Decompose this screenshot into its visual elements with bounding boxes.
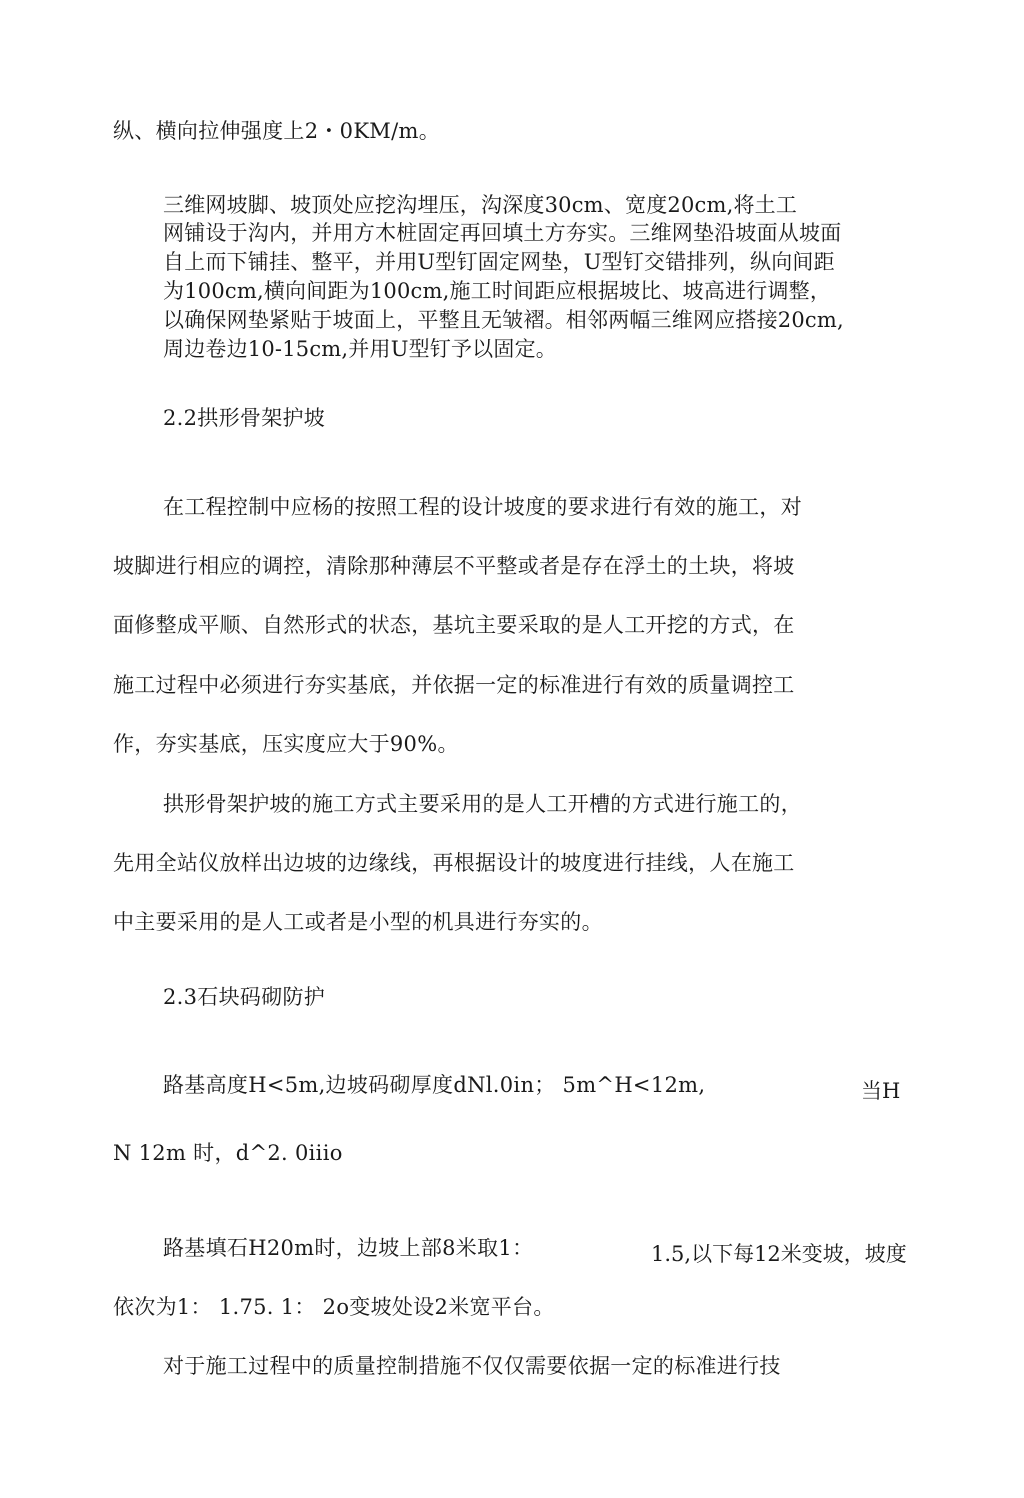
para-fill-line-2: 依次为1： 1.75. 1： 2o变坡处设2米宽平台。	[113, 1295, 555, 1319]
para-height-line-2: N 12m 时，d^2. 0iiio	[113, 1141, 343, 1165]
para-arch-line-2: 先用全站仪放样出边坡的边缘线，再根据设计的坡度进行挂线，人在施工	[113, 851, 795, 875]
para-fill-line-1-right: 1.5,以下每12米变坡，坡度	[651, 1242, 907, 1266]
para-height-line-1: 路基高度H<5m,边坡码砌厚度dNl.0in； 5m^H<12m,	[163, 1073, 706, 1097]
para-last-line-1: 对于施工过程中的质量控制措施不仅仅需要依据一定的标准进行技	[163, 1354, 781, 1378]
para-3d-net-line-6: 周边卷边10-15cm,并用U型钉予以固定。	[163, 337, 557, 361]
para-3d-net-line-2: 网铺设于沟内，并用方木桩固定再回填土方夯实。三维网垫沿坡面从坡面	[163, 221, 842, 245]
heading-2-3: 2.3石块码砌防护	[163, 985, 326, 1009]
text-line-top: 纵、横向拉伸强度上2・0KM/m。	[113, 119, 440, 143]
para-control-line-3: 面修整成平顺、自然形式的状态，基坑主要采取的是人工开挖的方式，在	[113, 613, 795, 637]
para-3d-net-line-4: 为100cm,横向间距为100cm,施工时间距应根据坡比、坡高进行调整，	[163, 279, 832, 303]
para-arch-line-1: 拱形骨架护坡的施工方式主要采用的是人工开槽的方式进行施工的，	[163, 792, 802, 816]
para-fill-line-1: 路基填石H20m时，边坡上部8米取1：	[163, 1236, 534, 1260]
para-height-line-1-right: 当H	[861, 1079, 901, 1103]
para-control-line-5: 作，夯实基底，压实度应大于90%。	[113, 732, 459, 756]
heading-2-2: 2.2拱形骨架护坡	[163, 406, 326, 430]
para-control-line-4: 施工过程中必须进行夯实基底，并依据一定的标准进行有效的质量调控工	[113, 673, 795, 697]
para-arch-line-3: 中主要采用的是人工或者是小型的机具进行夯实的。	[113, 910, 603, 934]
para-control-line-2: 坡脚进行相应的调控，清除那种薄层不平整或者是存在浮土的土块，将坡	[113, 554, 795, 578]
para-control-line-1: 在工程控制中应杨的按照工程的设计坡度的要求进行有效的施工，对	[163, 495, 802, 519]
para-3d-net-line-1: 三维网坡脚、坡顶处应挖沟埋压，沟深度30cm、宽度20cm,将土工	[163, 193, 798, 217]
para-3d-net-line-5: 以确保网垫紧贴于坡面上，平整且无皱褶。相邻两幅三维网应搭接20cm,	[163, 308, 844, 332]
para-3d-net-line-3: 自上而下铺挂、整平，并用U型钉固定网垫，U型钉交错排列，纵向间距	[163, 250, 835, 274]
